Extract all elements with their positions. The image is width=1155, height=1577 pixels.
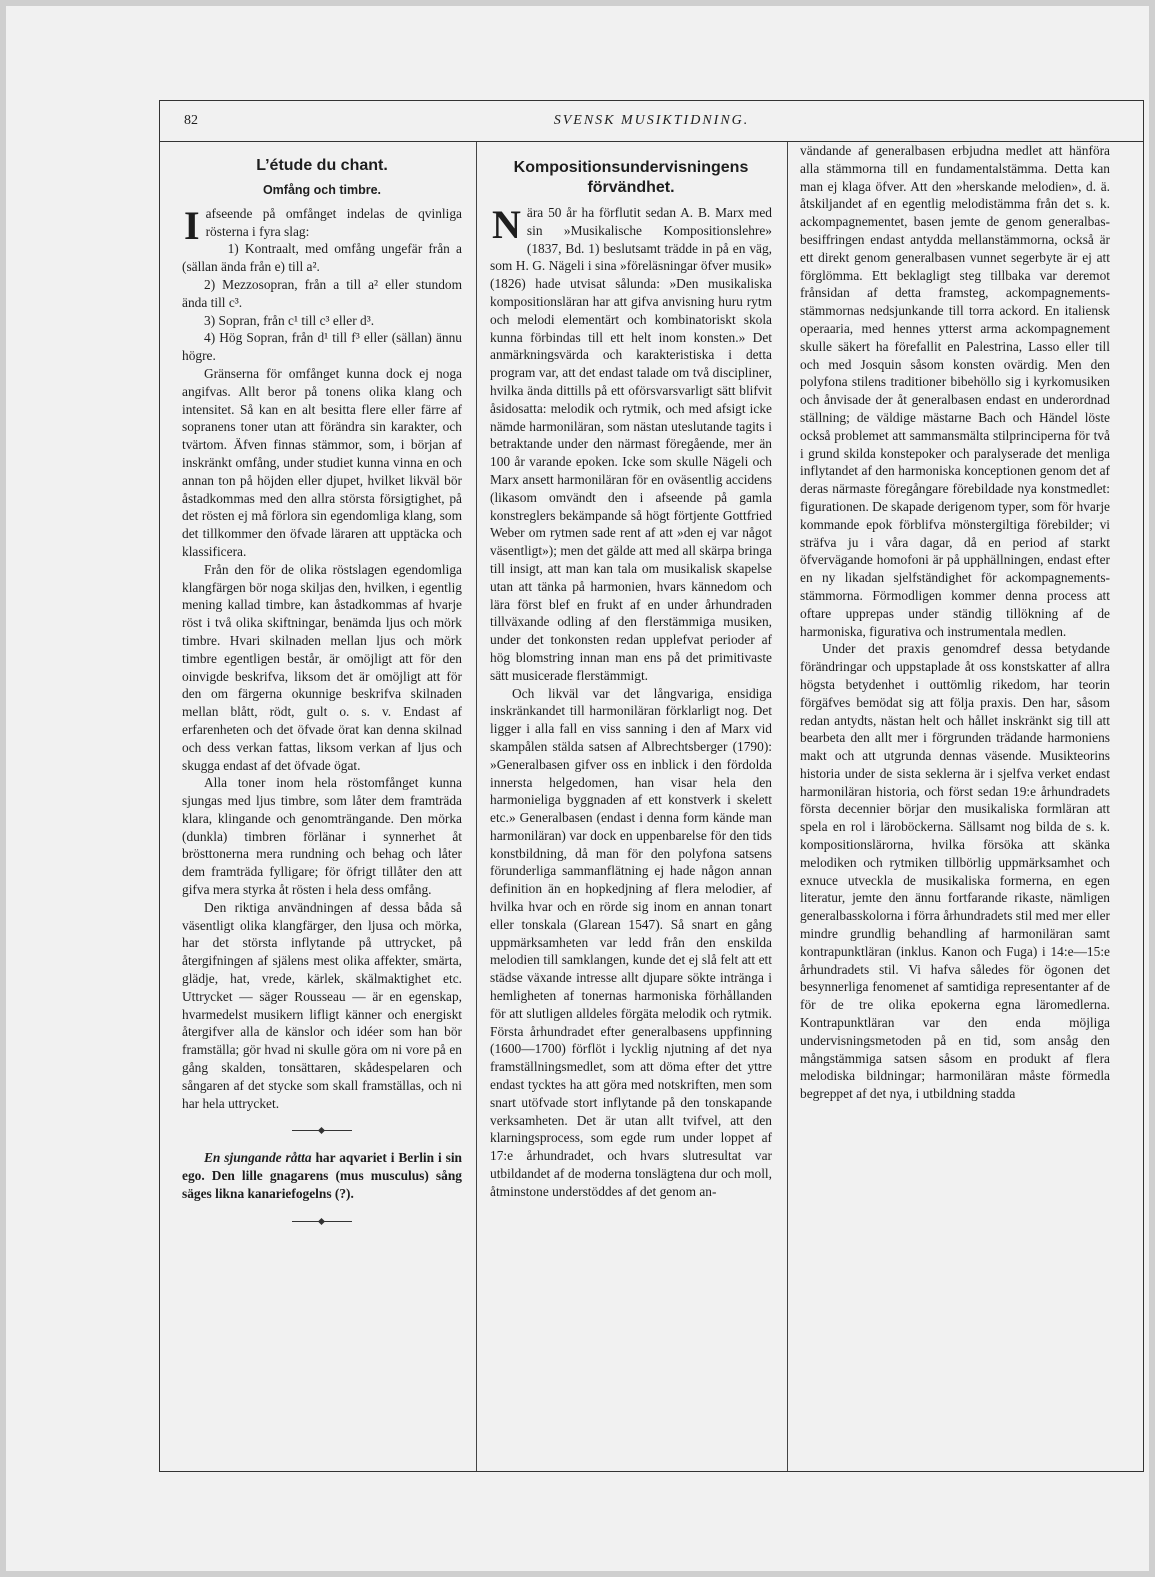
- paragraph: [182, 202, 462, 248]
- page-frame: [159, 100, 1144, 1472]
- paragraph-text: ära 50 år ha förflutit sedan A. B. Marx med sin »Musikalische Kompositionslehre» (1837, Bd. 1) beslutsamt trädde in på en väg, som H. G. Nägeli i sina »föreläsningar öfver musik» (1826) hade utvisat sålunda: »Den musikaliska kompositionsläran har att gifva anvisning huru rytm och melodi elementärt och kombinatoriskt skola kunna förbindas till ett helt inom konsten.» Det anmärkningsvärda och karakteristiska i detta program var, att det endast talade om två discipliner, hvilka ända dittills på ett oförsvarsvarligt sätt blifvit åsidosatta: melodik och rytmik, och med afsigt icke nämde harmoniläran, som nästan uteslutande tagits i betraktande under den närmast föregående, mer än 100 år varande epoken. Icke som skulle Nägeli och Marx ansett harmoniläran för en oväsentlig accidens (likasom omvändt den i afseende på gamla konstreglers bekämpande så högt förtjente Gottfried Weber om rytmen sade rent af att »den ej var något väsentligt»); men det gälde att med all skärpa bringa till insigt, att man kan tala om musikalisk skapelse utan att tänka på harmonien, hvars kännedom och lära först blef en frukt af en under århundraden tillväxande odling af den flerstämmiga musiken, under det tonkonsten redan upplefvat perioder af hög blomstring innan man ens på det primitivaste sätt musicerade flerstämmigt.: [490, 205, 772, 683]
- article-title: Kompositionsundervisningens förvändhet.: [513, 159, 749, 196]
- column-1: [182, 142, 462, 1471]
- separator-ornament: [292, 1221, 352, 1222]
- paragraph: 4) Hög Sopran, från d¹ till f³ eller (sällan) ännu högre.: [182, 330, 462, 364]
- paragraph: vändande af generalbasen erbjudna medlet att hänföra alla stämmorna till en fundamentalstämma. Detta kan man ej klaga öfver. Att den »herskande melodien», d. ä. åtskiljandet af en egentlig melodistämma från det s. k. ackompagnementet, basen jemte de genom generalbas-besiffringen endast antydda mellanstämmorna, också är ett direkt genom generalbasen vunnet segerbyte är ej att förglömma. Ett beklagligt steg tillbaka var deremot frånsidan af detta framsteg, ackompagnements-stämmornas nedsjunkande till torra ackord. En italiensk operaaria, med hennes ytterst arma ackompagnement skulle säkert ha förefallit en Palestrina, Lasso eller till och med Josquin såsom konsten ovärdig. Men den polyfona stilens traditioner bibehöllo sig i kyrkomusiken och ånvisade der åt generalbasen endast en underordnad ställning; de väldige mästarne Bach och Händel löste också problemet att sammansmälta stilprinciperna för två i grund skilda konstepoker och paralyserade det menliga inflytandet af den harmoniska konceptionen genom det af deras närmaste föregångare förebildade nya konstmedlet: figurationen. De skapade derigenom typer, som för hvarje kommande epok förblifva mönstergiltiga förebilder; vi sträfva ju i våra dagar, då en period af starkt öfvervägande homofoni är på upphällningen, endast efter en ny likadan sjelfständighet för ackompagnements-stämmorna. Förmodligen kommer denna process att oftare upprepas under ständig tillökning af de harmoniska, figurativa och instrumentala medlen.: [800, 143, 1110, 639]
- article-subtitle: Omfång och timbre.: [262, 183, 382, 197]
- column-divider: [476, 142, 477, 1471]
- paragraph: Gränserna för omfånget kunna dock ej noga angifvas. Allt beror på tonens olika klang och intensitet. Så kan en alt besitta flere eller färre af sopranens toner utan att förändra sin karakter, och tvärtom. Äfven finnas stämmor, som, i början af inskränkt omfång, under studiet kunna vinna en och annan ton på höjden eller djupet, hvilket likväl bör åstadkommas med den allra största försigtighet, på det rösten ej må förlora sin egendomliga klang, som det tillkommer den öfvade läraren att upptäcka och klassificera.: [182, 365, 462, 559]
- notice-text: har aqvariet i Berlin i sin ego. Den lille gnagarens (mus musculus) sång säges likna kanariefogelns (?).: [182, 1150, 462, 1202]
- paragraph: 2) Mezzosopran, från a till a² eller stundom ända till c³.: [182, 276, 462, 310]
- drop-cap: N: [492, 202, 521, 247]
- running-title: SVENSK MUSIKTIDNING.: [553, 113, 750, 128]
- paragraph: Alla toner inom hela röstomfånget kunna sjungas med ljus timbre, som låter dem framträda klara, klingande och genomträngande. Den mörka (dunkla) timbren förlänar i synnerhet åt brösttonerna mera rundning och behag och låter dem framträda fylligare; för öfrigt tillåter den att gifva mera styrka åt rösten i hela dess omfång.: [182, 775, 462, 898]
- paragraph: Under det praxis genomdref dessa betydande förändringar och uppstaplade åt oss konstskatter af allra högsta betydenhet i outtömlig rikedom, har teorin förgäfves bemödat sig att följa praxis. Den har, såsom redan antydts, nästan helt och hållet inskränkt sig till att bearbeta den allt mer i förgrunden trädande harmoniens makt och att utgrunda dennas väsende. Musikteorins historia under de sista seklerna är i sjelfva verket endast harmoniläran historia, och först sedan 19:e århundradets första decennier börjar den musikaliska formläran att spela en rol i läroböckerna. Sällsamt nog bilda de s. k. kompositionslärorna, hvilka försöka att skänka melodiken och rytmiken tillbörlig uppmärksamhet och exnuce utveckla de musikaliska formerna, en egen literatur, jemte den ännu fortfarande rikaste, nämligen generalbasskolorna i förra århundradets stil med mer eller mindre grundlig behandling af harmoniläran samt kontrapunktläran (inklus. Kanon och Fuga) i 14:e—15:e århundradets stil. Vi hafva således för ögonen det besynnerliga fenomenet af samtidiga representanter af de för de tre olika epokerna egna läromedlerna. Kontrapunktläran var den enda möjliga undervisningsmetoden på en tid, som ansåg den mångstämmiga satsen såsom en produkt af flera melodiska bildningar; harmoniläran måste förmedla begreppet af det nya, i utbildning stadda: [800, 641, 1110, 1102]
- article-title: L’étude du chant.: [256, 157, 388, 174]
- paragraph: Från den för de olika röstslagen egendomliga klangfärgen bör noga skiljas den, hvilken, i egentlig mening kallad timbre, kan åstadkommas af hvarje röst i två olika skiftningar, benämda ljus och mörk timbre. Hvari skilnaden mellan ljus och mörk timbre egentligen består, är omöjligt att för den oinvigde beskrifva, liksom det är omöjligt att för den om färgerna okunnige beskrifva skilnaden mellan blått, rödt, gult o. s. v. Endast af erfarenheten och det öfvade örat kan denna skilnad och dess verkan fattas, liksom verkan af ljus och skugga endast af det öfvade ögat.: [182, 561, 462, 773]
- column-divider: [787, 142, 788, 1471]
- notice-italic: En sjungande råtta: [204, 1150, 312, 1166]
- page-header: [160, 101, 1143, 142]
- paragraph: Den riktiga användningen af dessa båda så väsentligt olika klangfärger, den ljusa och mörka, har det största inflytande på uttrycket, på återgifningen af själens mest olika affekter, smärta, glädje, hat, vrede, kärlek, skälmaktighet etc. Uttrycket — säger Rousseau — är en egenskap, hvarmedelst musikern lifligt känner och energiskt återgifver alla de känslor och idéer som han bör framställa; gör hvad ni skulle göra om ni vore på en gång skalden, tonsättaren, skådespelaren och sångaren af det stycke som skall framställas, och ni har hela uttrycket.: [182, 899, 462, 1111]
- page-number: 82: [184, 113, 198, 128]
- paragraph: 3) Sopran, från c¹ till c³ eller d³.: [204, 312, 375, 328]
- paragraph: [490, 204, 772, 685]
- column-3: [800, 142, 1110, 1471]
- paragraph: Och likväl var det långvariga, ensidiga inskränkandet till harmoniläran förklarligt nog. Det ligger i alla fall en viss sanning i den af Marx vid skampålen stälda satsen af Albrechtsberger (1790): »Generalbasen gifver oss en inblick i den fördolda innersta helgedomen, han visar hela den harmonieliga byggnaden af ett konstverk i skelett etc.» Generalbasen (endast i denna form kände man harmoniläran) var dock en uppenbarelse för den tids konstbildning, då man för den polyfona satsens förunderliga sammanflätning ej hade någon annan definition än en hopkedjning af flera melodier, af hvilka hvar och en rörde sig inom en annan tonart eller tonskala (Glarean 1547). Så snart en gång uppmärksamheten var ledd från den enskilda melodien till samklangen, kunde det ej slå felt att ett städse växande intresse allt djupare sökte inträngа i hemligheten af tonernas harmoniska förhållanden för att slutligen alldeles förgäta melodik och rytmik. Första århundradet efter generalbasens uppfinning (1600—1700) förflöt i lycklig njutning af det nya framställningsmedlet, som att döma efter det yttre endast tycktes ha att göra med notskriften, men som snart utöfvade stort inflytande på den tonskapande verksamheten. Det är utan allt tvifvel, att den klarningsprocess, som egde rum under loppet af 17:e århundradet, och hvars slutresultat var utbildandet af de moderna tonslägtena dur och moll, åtminstone understöddes af det genom an-: [490, 685, 772, 1199]
- page: [6, 6, 1149, 1571]
- notice-paragraph: [182, 1149, 462, 1202]
- separator-ornament: [292, 1130, 352, 1131]
- drop-cap: I: [184, 202, 200, 248]
- column-2: [490, 142, 772, 1471]
- paragraph: 1) Kontraalt, med omfång ungefär från a (sällan ända från e) till a².: [182, 241, 462, 275]
- paragraph-text: afseende på omfånget indelas de qvinliga rösterna i fyra slag:: [205, 205, 462, 239]
